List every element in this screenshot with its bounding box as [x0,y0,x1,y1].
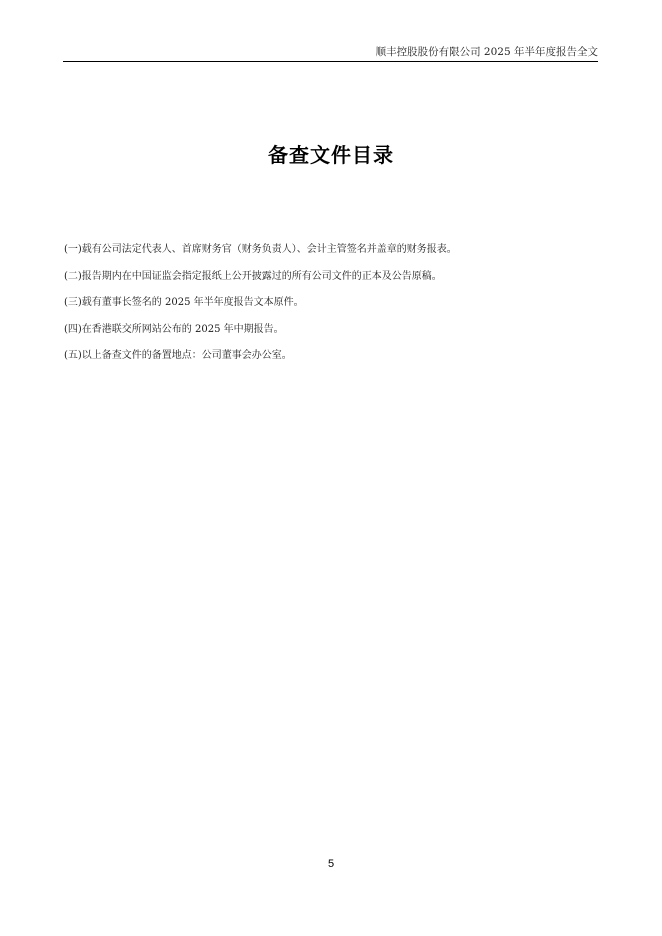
list-item-2: (二)报告期内在中国证监会指定报纸上公开披露过的所有公司文件的正本及公告原稿。 [64,270,442,282]
list-item-5: (五)以上备查文件的备置地点：公司董事会办公室。 [64,350,292,361]
list-item-4: (四)在香港联交所网站公布的 2025 年中期报告。 [64,323,284,335]
reference-documents-list [64,243,604,376]
running-header [63,46,598,62]
running-header-title: 顺丰控股股份有限公司 2025 年半年度报告全文 [375,46,598,58]
list-item-3: (三)载有董事长签名的 2025 年半年度报告文本原件。 [64,297,304,308]
page-number: 5 [327,858,335,870]
page-title: 备查文件目录 [268,143,394,167]
list-item-1: (一)载有公司法定代表人、首席财务官（财务负责人）、会计主管签名并盖章的财务报表。 [64,244,457,255]
